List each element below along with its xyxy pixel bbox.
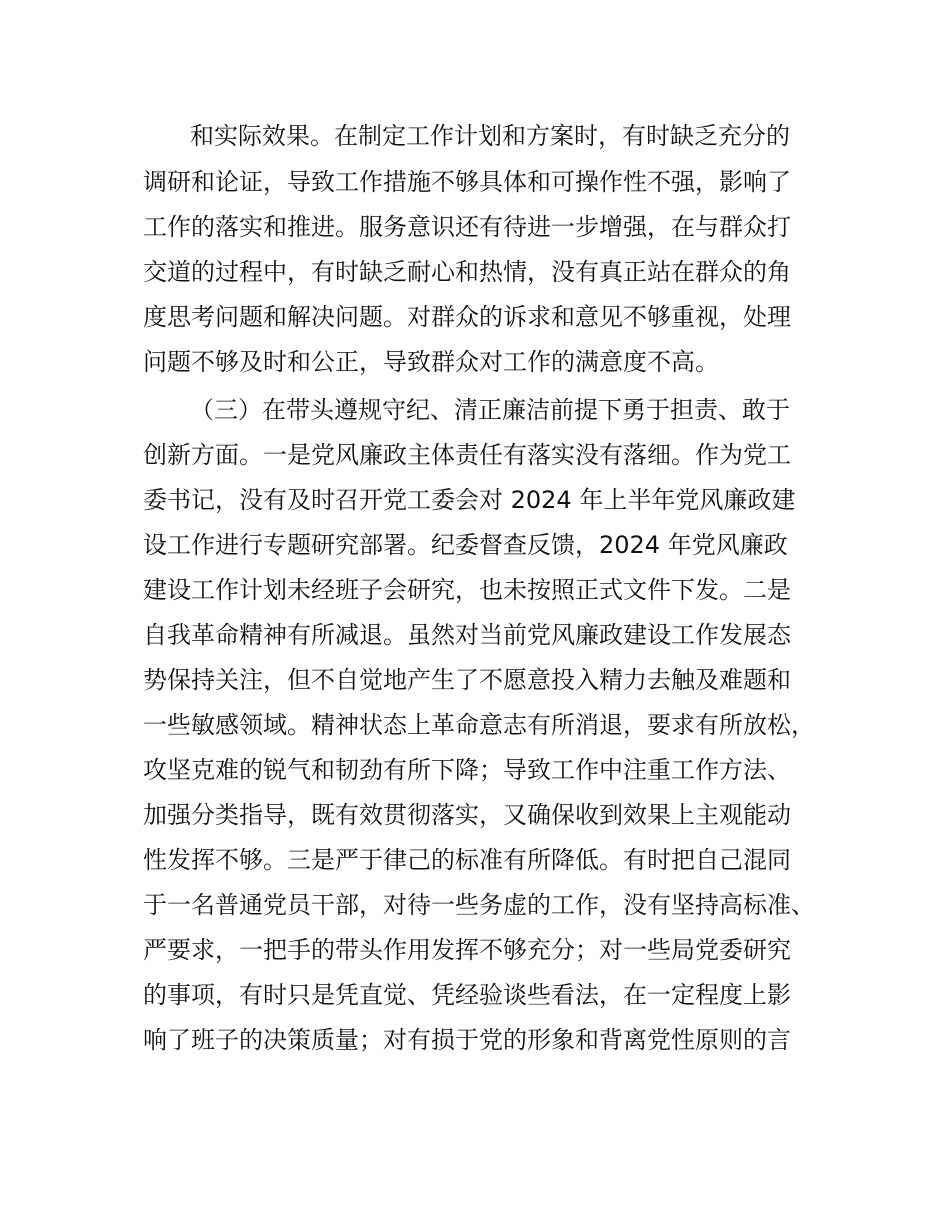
paragraph-line: 调研和论证，导致工作措施不够具体和可操作性不强，影响了 xyxy=(143,168,791,196)
paragraph-line: 性发挥不够。三是严于律己的标准有所降低。有时把自己混同 xyxy=(143,846,791,874)
paragraph-line: 加强分类指导，既有效贯彻落实，又确保收到效果上主观能动 xyxy=(143,801,791,829)
section-heading-line: （三）在带头遵规守纪、清正廉洁前提下勇于担责、敢于 xyxy=(190,396,790,424)
paragraph-line: 势保持关注，但不自觉地产生了不愿意投入精力去触及难题和 xyxy=(143,666,791,694)
paragraph-line: 度思考问题和解决问题。对群众的诉求和意见不够重视，处理 xyxy=(143,303,791,331)
paragraph-line: 交道的过程中，有时缺乏耐心和热情，没有真正站在群众的角 xyxy=(143,258,791,286)
paragraph-line: 攻坚克难的锐气和韧劲有所下降；导致工作中注重工作方法、 xyxy=(143,756,791,784)
paragraph-line: 建设工作计划未经班子会研究，也未按照正式文件下发。二是 xyxy=(143,576,791,604)
paragraph-line: 问题不够及时和公正，导致群众对工作的满意度不高。 xyxy=(143,348,719,376)
paragraph-line: 创新方面。一是党风廉政主体责任有落实没有落细。作为党工 xyxy=(143,441,791,469)
paragraph-line: 设工作进行专题研究部署。纪委督查反馈，2024 年党风廉政 xyxy=(143,531,788,559)
paragraph-line: 严要求，一把手的带头作用发挥不够充分；对一些局党委研究 xyxy=(143,936,791,964)
paragraph-line: 的事项，有时只是凭直觉、凭经验谈些看法，在一定程度上影 xyxy=(143,981,791,1009)
paragraph-line: 和实际效果。在制定工作计划和方案时，有时缺乏充分的 xyxy=(190,122,790,150)
paragraph-line: 委书记，没有及时召开党工委会对 2024 年上半年党风廉政建 xyxy=(143,486,796,514)
paragraph-line: 响了班子的决策质量；对有损于党的形象和背离党性原则的言 xyxy=(143,1026,791,1054)
paragraph-line: 工作的落实和推进。服务意识还有待进一步增强，在与群众打 xyxy=(143,213,791,241)
paragraph-line: 于一名普通党员干部，对待一些务虚的工作，没有坚持高标准、 xyxy=(143,891,815,919)
paragraph-line: 一些敏感领域。精神状态上革命意志有所消退，要求有所放松， xyxy=(143,711,815,739)
paragraph-line: 自我革命精神有所减退。虽然对当前党风廉政建设工作发展态 xyxy=(143,621,791,649)
